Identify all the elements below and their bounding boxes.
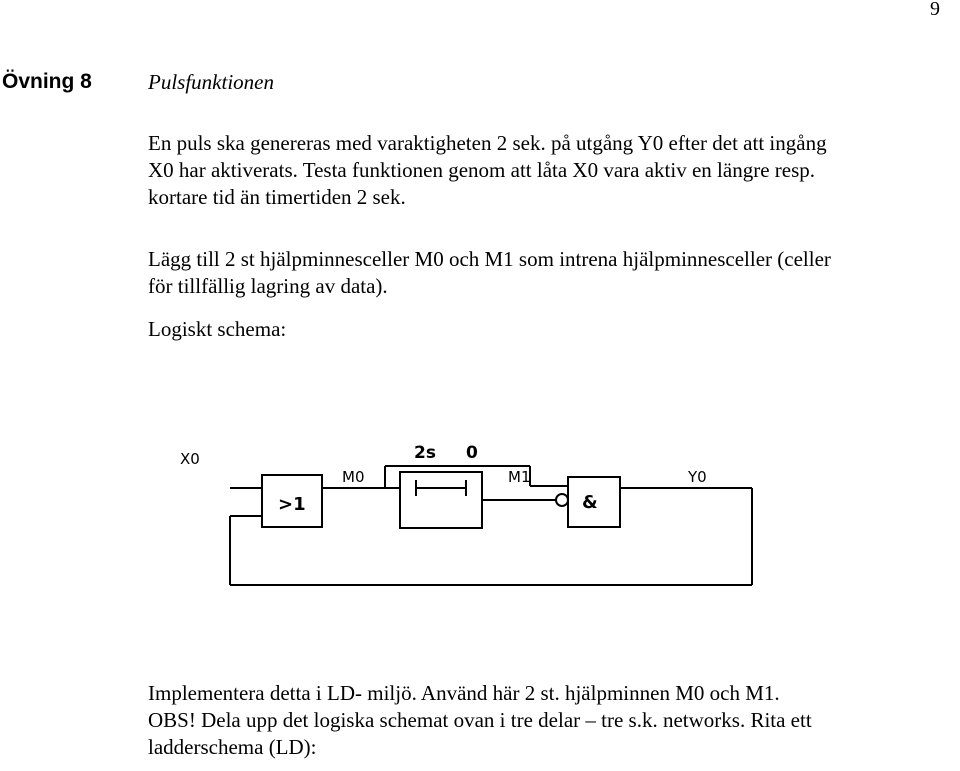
inverter-bubble	[556, 494, 568, 506]
memory-paragraph	[148, 246, 831, 300]
intro-paragraph	[148, 130, 827, 211]
m1-label: M1	[508, 468, 531, 486]
intro-line: En puls ska genereras med varaktigheten 2 sek. på utgång Y0 efter det att ingång	[148, 131, 827, 155]
implement-paragraph	[148, 680, 812, 761]
intro-line: kortare tid än timertiden 2 sek.	[148, 185, 406, 209]
memory-line: för tillfällig lagring av data).	[148, 274, 388, 298]
implement-line: ladderschema (LD):	[148, 735, 317, 759]
timer-time-label: 2s	[414, 443, 436, 463]
logic-schema-diagram	[0, 420, 960, 600]
y0-label: Y0	[688, 468, 707, 486]
memory-line: Lägg till 2 st hjälpminnesceller M0 och M1 som intrena hjälpminnesceller (celler	[148, 247, 831, 271]
and-gate-label: &	[582, 492, 598, 513]
intro-line: X0 har aktiverats. Testa funktionen genom att låta X0 vara aktiv en längre resp.	[148, 158, 815, 182]
timer-block	[400, 472, 482, 528]
schema-label: Logiskt schema:	[148, 317, 287, 341]
page-number: 9	[930, 0, 940, 20]
timer-zero-label: 0	[466, 443, 478, 463]
implement-line: Implementera detta i LD- miljö. Använd här 2 st. hjälpminnen M0 och M1.	[148, 681, 780, 705]
exercise-title: Övning 8	[2, 70, 92, 93]
exercise-subtitle: Pulsfunktionen	[148, 70, 274, 94]
implement-line: OBS! Dela upp det logiska schemat ovan i tre delar – tre s.k. networks. Rita ett	[148, 708, 812, 732]
x0-label: X0	[180, 450, 200, 468]
m0-label: M0	[342, 468, 365, 486]
or-gate-label: >1	[278, 494, 306, 515]
